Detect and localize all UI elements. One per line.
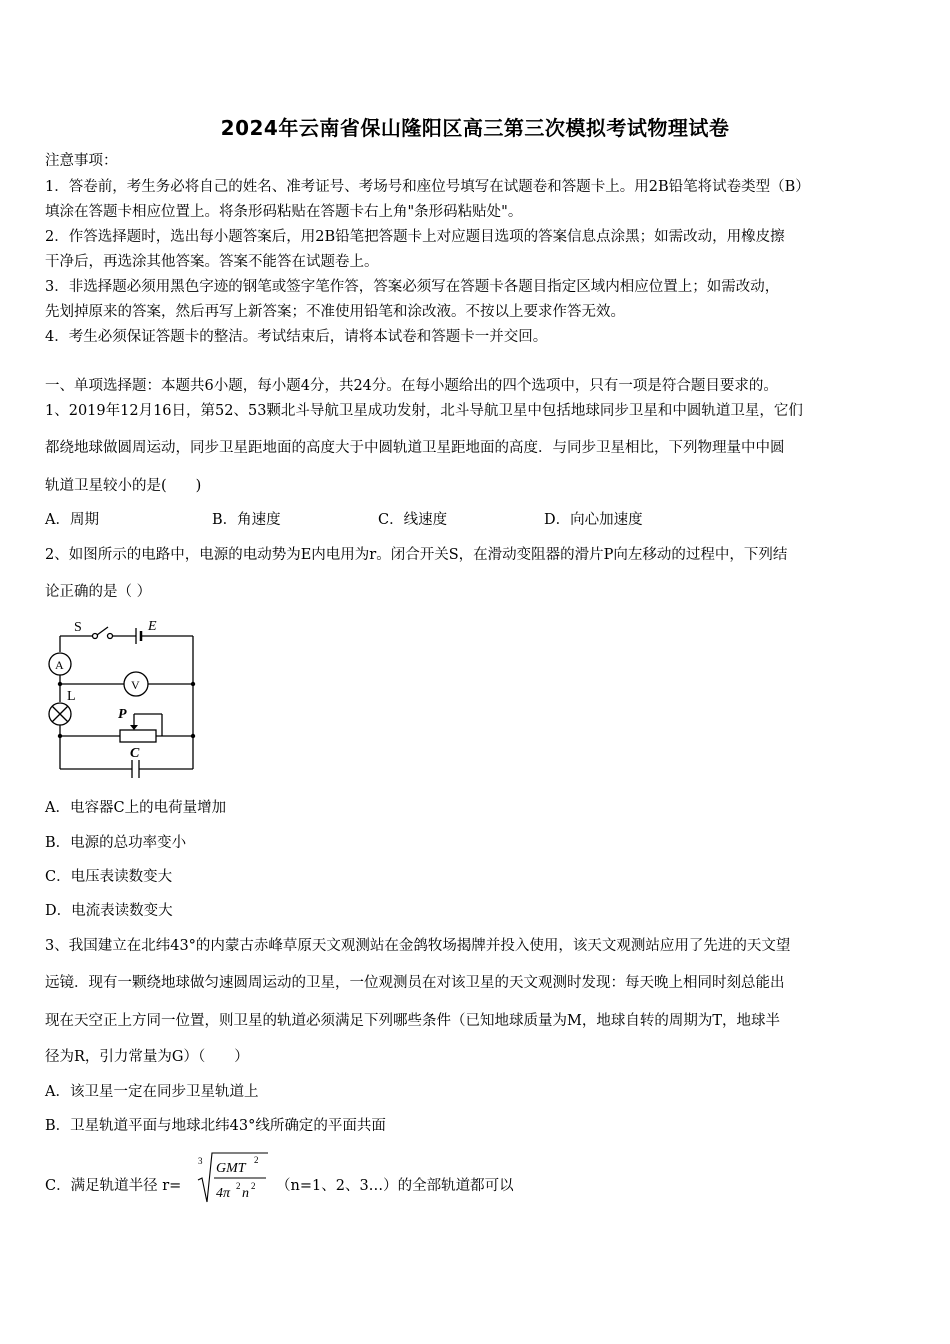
denominator-variable: n (242, 1186, 249, 1201)
q2-option-b: B．电源的总功率变小 (45, 835, 187, 851)
q3-text: 远镜．现有一颗绕地球做匀速圆周运动的卫星，一位观测员在对该卫星的天文观测时发现：每天晚上相同时刻总能出 (45, 975, 785, 991)
q2-option-a: A．电容器C上的电荷量增加 (45, 800, 227, 816)
notice-line: 干净后，再选涂其他答案。答案不能答在试题卷上。 (45, 254, 379, 270)
label-capacitor: C (130, 746, 140, 761)
q3-text: 现在天空正上方同一位置，则卫星的轨道必须满足下列哪些条件（已知地球质量为M，地球自转的周期为T，地球半 (45, 1013, 781, 1029)
root-index: 3 (198, 1156, 203, 1166)
q3-text: 3、我国建立在北纬43°的内蒙古赤峰草原天文观测站在金鸽牧场揭牌并投入使用，该天文观测站应用了先进的天文望 (45, 938, 791, 954)
label-voltmeter: V (131, 678, 140, 692)
formula-numerator: GMT (216, 1161, 246, 1176)
section-heading: 一、单项选择题：本题共6小题，每小题4分，共24分。在每小题给出的四个选项中，只有一项是符合题目要求的。 (45, 378, 778, 394)
notice-line: 2．作答选择题时，选出每小题答案后，用2B铅笔把答题卡上对应题目选项的答案信息点涂黑；如需改动，用橡皮擦 (45, 229, 785, 245)
q2-option-c: C．电压表读数变大 (45, 869, 173, 885)
q2-text: 论正确的是（ ） (45, 584, 152, 600)
circuit-diagram (40, 614, 210, 784)
formula-denominator: 4π (216, 1186, 231, 1201)
numerator-exponent: 2 (254, 1155, 259, 1165)
q1-option-b: B．角速度 (212, 512, 281, 528)
q1-text: 1、2019年12月16日，第52、53颗北斗导航卫星成功发射，北斗导航卫星中包括地球同步卫星和中圆轨道卫星，它们 (45, 403, 803, 419)
label-slider: P (118, 707, 127, 722)
q3-text: 径为R，引力常量为G）（ ） (45, 1049, 249, 1065)
page-title: 2024年云南省保山隆阳区高三第三次模拟考试物理试卷 (220, 116, 730, 140)
q2-text: 2、如图所示的电路中，电源的电动势为E内电用为r。闭合开关S，在滑动变阻器的滑片P向左移动的过程中，下列结 (45, 547, 788, 563)
denominator-exponent-2: 2 (251, 1181, 256, 1191)
q2-option-d: D．电流表读数变大 (45, 903, 173, 919)
radius-formula (196, 1150, 270, 1206)
notice-line: 1．答卷前，考生务必将自己的姓名、准考证号、考场号和座位号填写在试题卷和答题卡上。用2B铅笔将试卷类型（B） (45, 179, 810, 195)
q1-option-c: C．线速度 (378, 512, 448, 528)
q3-option-b: B．卫星轨道平面与地球北纬43°线所确定的平面共面 (45, 1118, 386, 1134)
notice-heading: 注意事项： (45, 153, 118, 169)
label-switch: S (74, 620, 82, 635)
notice-line: 先划掉原来的答案，然后再写上新答案；不准使用铅笔和涂改液。不按以上要求作答无效。 (45, 304, 625, 320)
q3-option-a: A．该卫星一定在同步卫星轨道上 (45, 1084, 259, 1100)
label-ammeter: A (55, 658, 64, 672)
label-lamp: L (67, 689, 76, 704)
q3-option-c-prefix: C．满足轨道半径 r= (45, 1178, 182, 1194)
q1-option-a: A．周期 (45, 512, 99, 528)
q1-text: 轨道卫星较小的是( ) (45, 478, 202, 494)
q1-text: 都绕地球做圆周运动，同步卫星距地面的高度大于中圆轨道卫星距地面的高度．与同步卫星相比，下列物理量中中圆 (45, 440, 785, 456)
q1-option-d: D．向心加速度 (544, 512, 643, 528)
notice-line: 3．非选择题必须用黑色字迹的钢笔或签字笔作答，答案必须写在答题卡各题目指定区域内相应位置上；如需改动， (45, 279, 780, 295)
label-emf: E (148, 619, 157, 634)
notice-line: 4．考生必须保证答题卡的整洁。考试结束后，请将本试卷和答题卡一并交回。 (45, 329, 548, 345)
q3-option-c-suffix: （n=1、2、3…）的全部轨道都可以 (276, 1178, 514, 1194)
denominator-exponent-1: 2 (236, 1181, 241, 1191)
notice-line: 填涂在答题卡相应位置上。将条形码粘贴在答题卡右上角"条形码粘贴处"。 (45, 204, 523, 220)
